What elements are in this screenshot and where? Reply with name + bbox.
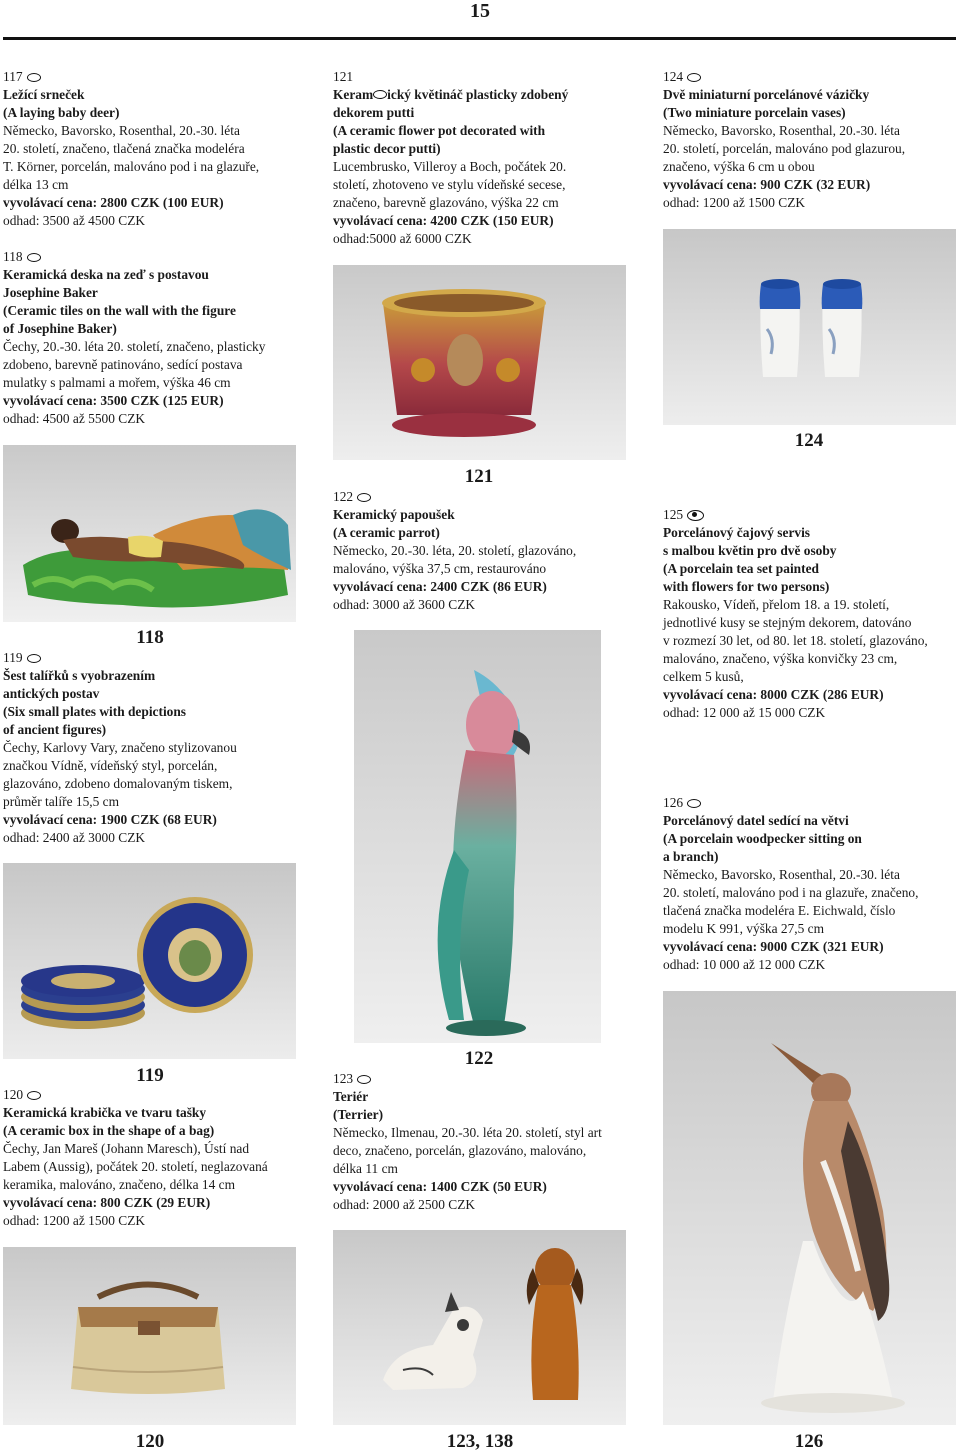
lot-description: glazováno, zdobeno domalovaným tiskem, bbox=[3, 776, 233, 791]
lot-title: Dvě miniaturní porcelánové vázičky bbox=[663, 87, 870, 102]
lot-124 bbox=[663, 68, 958, 212]
lot-title: s malbou květin pro dvě osoby bbox=[663, 543, 837, 558]
lot-estimate: odhad: 1200 až 1500 CZK bbox=[3, 1213, 146, 1228]
lot-number: 117 bbox=[3, 69, 23, 84]
lot-status-icon bbox=[27, 253, 41, 262]
lot-description: značeno, barevně glazováno, výška 22 cm bbox=[333, 195, 559, 210]
lot-description: deco, značeno, porcelán, glazováno, malováno, bbox=[333, 1143, 587, 1158]
lot-description: v rozmezí 30 let, od 80. let 18. století, glazováno, bbox=[663, 633, 928, 648]
lot-title: Porcelánový čajový servis bbox=[663, 525, 811, 540]
lot-price: vyvolávací cena: 900 CZK (32 EUR) bbox=[663, 177, 871, 192]
photo-120-illustration bbox=[3, 1247, 296, 1425]
photo-121-flower-pot bbox=[333, 265, 626, 460]
lot-117 bbox=[3, 68, 303, 230]
lot-119 bbox=[3, 649, 303, 847]
lot-description: Německo, Bavorsko, Rosenthal, 20.-30. léta bbox=[663, 867, 900, 882]
photo-120-bag-box bbox=[3, 1247, 296, 1425]
lot-estimate: odhad: 12 000 až 15 000 CZK bbox=[663, 705, 826, 720]
photo-caption: 121 bbox=[464, 466, 494, 487]
lot-price: vyvolávací cena: 4200 CZK (150 EUR) bbox=[333, 213, 554, 228]
photo-caption: 124 bbox=[794, 430, 824, 451]
lot-description: Německo, 20.-30. léta, 20. století, glazováno, bbox=[333, 543, 577, 558]
photo-118-illustration bbox=[3, 445, 296, 622]
lot-price: vyvolávací cena: 1400 CZK (50 EUR) bbox=[333, 1179, 547, 1194]
page-number: 15 bbox=[470, 0, 490, 22]
lot-estimate: odhad: 2000 až 2500 CZK bbox=[333, 1197, 476, 1212]
lot-number: 121 bbox=[333, 69, 354, 84]
lot-price: vyvolávací cena: 1900 CZK (68 EUR) bbox=[3, 812, 217, 827]
lot-price: vyvolávací cena: 8000 CZK (286 EUR) bbox=[663, 687, 884, 702]
lot-120 bbox=[3, 1086, 303, 1230]
lot-title: Ležící srneček bbox=[3, 87, 85, 102]
lot-title-prefix: Keram bbox=[333, 87, 374, 102]
lot-title: (Ceramic tiles on the wall with the figure bbox=[3, 303, 236, 318]
photo-caption: 118 bbox=[136, 627, 164, 648]
lot-price: vyvolávací cena: 2800 CZK (100 EUR) bbox=[3, 195, 224, 210]
lot-title-rest: ický květináč plasticky zdobený bbox=[387, 87, 569, 102]
photo-122-parrot bbox=[354, 630, 601, 1043]
lot-estimate: odhad: 4500 až 5500 CZK bbox=[3, 411, 146, 426]
lot-description: celkem 5 kusů, bbox=[663, 669, 744, 684]
photo-caption: 126 bbox=[794, 1431, 824, 1452]
photo-124-illustration bbox=[663, 229, 956, 425]
lot-title: Josephine Baker bbox=[3, 285, 98, 300]
lot-description: tlačená značka modeléra E. Eichwald, číslo bbox=[663, 903, 896, 918]
lot-118 bbox=[3, 248, 303, 428]
lot-title: Keramická deska na zeď s postavou bbox=[3, 267, 209, 282]
header-rule bbox=[3, 37, 956, 40]
lot-description: T. Körner, porcelán, malováno pod i na glazuře, bbox=[3, 159, 260, 174]
lot-title-first-line bbox=[333, 86, 633, 104]
lot-status-icon bbox=[27, 73, 41, 82]
lot-title: (A laying baby deer) bbox=[3, 105, 120, 120]
lot-status-icon bbox=[687, 799, 701, 808]
lot-estimate: odhad: 10 000 až 12 000 CZK bbox=[663, 957, 826, 972]
lot-description: průměr talíře 15,5 cm bbox=[3, 794, 120, 809]
photo-126-woodpecker bbox=[663, 991, 956, 1425]
lot-estimate: odhad:5000 až 6000 CZK bbox=[333, 231, 472, 246]
lot-title: of Josephine Baker) bbox=[3, 321, 117, 336]
lot-description: Rakousko, Vídeň, přelom 18. a 19. století, bbox=[663, 597, 890, 612]
lot-status-icon bbox=[27, 654, 41, 663]
lot-price: vyvolávací cena: 9000 CZK (321 EUR) bbox=[663, 939, 884, 954]
lot-title: of ancient figures) bbox=[3, 722, 107, 737]
lot-description: 20. století, porcelán, malováno pod glazurou, bbox=[663, 141, 906, 156]
lot-title: (A ceramic flower pot decorated with bbox=[333, 123, 546, 138]
lot-status-icon bbox=[357, 493, 371, 502]
photo-121-illustration bbox=[333, 265, 626, 460]
lot-125 bbox=[663, 506, 958, 722]
lot-description: malováno, značeno, výška konvičky 23 cm, bbox=[663, 651, 898, 666]
lot-number: 124 bbox=[663, 69, 684, 84]
lot-description: Německo, Bavorsko, Rosenthal, 20.-30. léta bbox=[3, 123, 240, 138]
lot-status-icon bbox=[687, 73, 701, 82]
lot-title: (Six small plates with depictions bbox=[3, 704, 187, 719]
lot-number: 125 bbox=[663, 507, 684, 522]
lot-description: malováno, výška 37,5 cm, restaurováno bbox=[333, 561, 547, 576]
lot-description: keramika, malováno, značeno, délka 14 cm bbox=[3, 1177, 236, 1192]
lot-title: (A ceramic box in the shape of a bag) bbox=[3, 1123, 215, 1138]
photo-123-terriers bbox=[333, 1230, 626, 1425]
lot-price: vyvolávací cena: 800 CZK (29 EUR) bbox=[3, 1195, 211, 1210]
lot-title: Keramický papoušek bbox=[333, 507, 455, 522]
lot-title: (Two miniature porcelain vases) bbox=[663, 105, 846, 120]
lot-description: jednotlivé kusy se stejným dekorem, datováno bbox=[663, 615, 912, 630]
lot-description: modelu K 991, výška 27,5 cm bbox=[663, 921, 825, 936]
eye-icon bbox=[687, 510, 704, 521]
lot-description: zdobeno, barevně patinováno, sedící postava bbox=[3, 357, 243, 372]
lot-number: 120 bbox=[3, 1087, 24, 1102]
lot-description: Čechy, Karlovy Vary, značeno stylizovanou bbox=[3, 740, 237, 755]
lot-title: dekorem putti bbox=[333, 105, 415, 120]
lot-estimate: odhad: 3500 až 4500 CZK bbox=[3, 213, 146, 228]
lot-description: století, zhotoveno ve stylu vídeňské secese, bbox=[333, 177, 566, 192]
photo-123-illustration bbox=[333, 1230, 626, 1425]
lot-description: Čechy, Jan Mareš (Johann Maresch), Ústí nad bbox=[3, 1141, 250, 1156]
lot-estimate: odhad: 3000 až 3600 CZK bbox=[333, 597, 476, 612]
lot-title: (Terrier) bbox=[333, 1107, 384, 1122]
lot-description: Německo, Bavorsko, Rosenthal, 20.-30. léta bbox=[663, 123, 900, 138]
lot-title: antických postav bbox=[3, 686, 100, 701]
lot-status-icon bbox=[357, 1075, 371, 1084]
lot-estimate: odhad: 1200 až 1500 CZK bbox=[663, 195, 806, 210]
lot-title: Keramická krabička ve tvaru tašky bbox=[3, 1105, 207, 1120]
photo-caption: 120 bbox=[135, 1431, 165, 1452]
photo-122-illustration bbox=[354, 630, 601, 1043]
lot-description: 20. století, značeno, tlačená značka modeléra bbox=[3, 141, 245, 156]
lot-title: Šest talířků s vyobrazením bbox=[3, 668, 156, 683]
lot-description: Německo, Ilmenau, 20.-30. léta 20. století, styl art bbox=[333, 1125, 602, 1140]
lot-price: vyvolávací cena: 3500 CZK (125 EUR) bbox=[3, 393, 224, 408]
photo-118-josephine-baker-tile bbox=[3, 445, 296, 622]
photo-119-plates bbox=[3, 863, 296, 1059]
lot-number: 122 bbox=[333, 489, 354, 504]
lot-title: plastic decor putti) bbox=[333, 141, 441, 156]
lot-description: Labem (Aussig), počátek 20. století, neglazovaná bbox=[3, 1159, 268, 1174]
photo-119-illustration bbox=[3, 863, 296, 1059]
lot-title: Porcelánový datel sedící na větvi bbox=[663, 813, 849, 828]
lot-estimate: odhad: 2400 až 3000 CZK bbox=[3, 830, 146, 845]
photo-126-illustration bbox=[663, 991, 956, 1425]
lot-title: (A porcelain woodpecker sitting on bbox=[663, 831, 862, 846]
lot-123 bbox=[333, 1070, 633, 1214]
photo-124-vases bbox=[663, 229, 956, 425]
lot-description: délka 13 cm bbox=[3, 177, 69, 192]
lot-number: 118 bbox=[3, 249, 23, 264]
photo-caption: 122 bbox=[464, 1048, 494, 1069]
lot-description: délka 11 cm bbox=[333, 1161, 398, 1176]
lot-description: značeno, výška 6 cm u obou bbox=[663, 159, 815, 174]
lot-title: (A porcelain tea set painted bbox=[663, 561, 819, 576]
lot-status-icon bbox=[373, 90, 387, 99]
lot-status-icon bbox=[27, 1091, 41, 1100]
lot-122 bbox=[333, 488, 633, 614]
photo-caption: 123, 138 bbox=[446, 1431, 514, 1452]
lot-121 bbox=[333, 68, 633, 248]
lot-price: vyvolávací cena: 2400 CZK (86 EUR) bbox=[333, 579, 547, 594]
lot-description: Čechy, 20.-30. léta 20. století, značeno, plasticky bbox=[3, 339, 266, 354]
lot-title: with flowers for two persons) bbox=[663, 579, 830, 594]
lot-number: 123 bbox=[333, 1071, 354, 1086]
lot-description: 20. století, malováno pod i na glazuře, značeno, bbox=[663, 885, 919, 900]
lot-title: a branch) bbox=[663, 849, 719, 864]
lot-126 bbox=[663, 794, 958, 974]
lot-description: mulatky s palmami a mořem, výška 46 cm bbox=[3, 375, 231, 390]
lot-description: značkou Vídně, vídeňský styl, porcelán, bbox=[3, 758, 218, 773]
lot-title: (A ceramic parrot) bbox=[333, 525, 440, 540]
lot-number: 119 bbox=[3, 650, 23, 665]
photo-caption: 119 bbox=[136, 1065, 164, 1086]
lot-number: 126 bbox=[663, 795, 684, 810]
lot-title: Teriér bbox=[333, 1089, 369, 1104]
lot-description: Lucembrusko, Villeroy a Boch, počátek 20. bbox=[333, 159, 567, 174]
